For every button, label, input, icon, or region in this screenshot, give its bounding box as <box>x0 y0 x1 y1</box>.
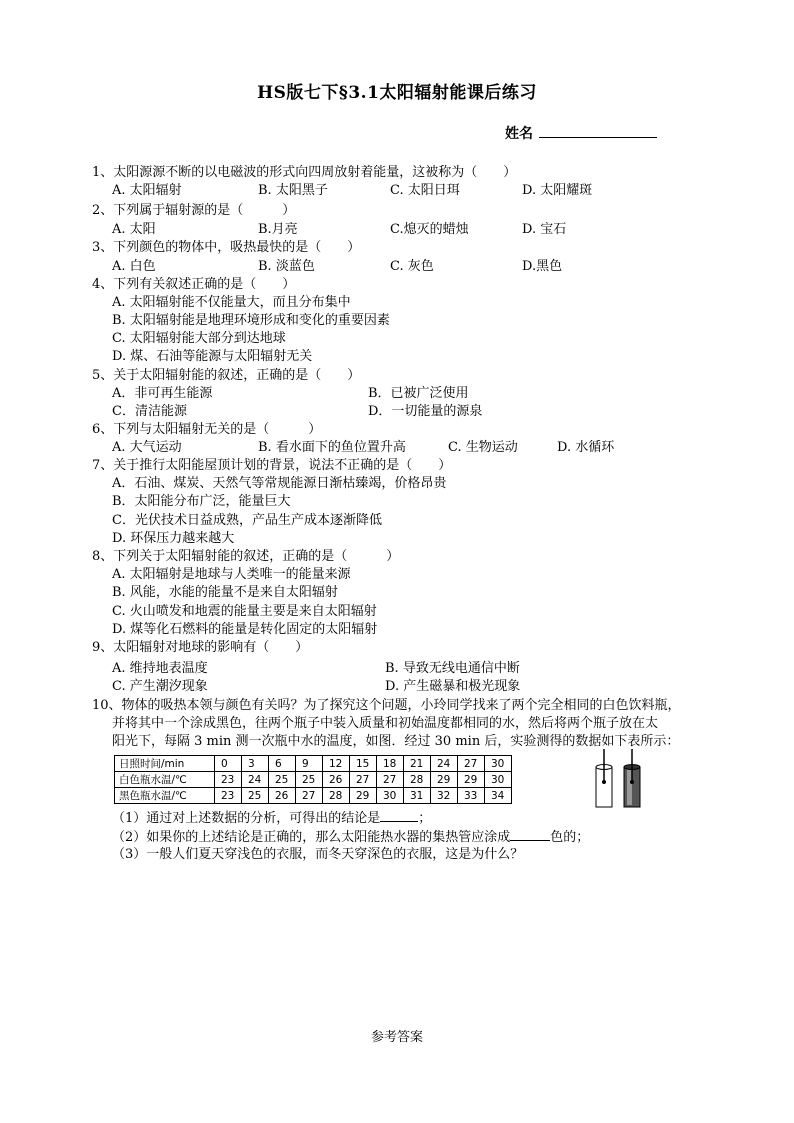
table-row <box>115 788 512 804</box>
table-cell: 30 <box>485 756 512 772</box>
table-cell: 26 <box>269 788 296 804</box>
table-cell: 12 <box>323 756 350 772</box>
question-10-stem-line-2: 并将其中一个涂成黑色，往两个瓶子中装入质量和初始温度都相同的水，然后将两个瓶子放在太 <box>112 716 659 731</box>
question-7-option-d: D. 环保压力越来越大 <box>112 531 235 546</box>
question-7-option-a: A．石油、煤炭、天然气等常规能源日渐枯臻竭，价格昂贵 <box>112 476 447 491</box>
question-10-sub-3: （3）一般人们夏天穿浅色的衣服，而冬天穿深色的衣服，这是为什么？ <box>112 847 524 862</box>
question-3-option-b: B. 淡蓝色 <box>258 259 315 274</box>
table-cell: 25 <box>269 772 296 788</box>
question-9-option-d: D. 产生磁暴和极光现象 <box>385 679 521 694</box>
question-9-stem: 9、太阳辐射对地球的影响有（ ） <box>92 640 309 655</box>
table-cell: 23 <box>215 788 242 804</box>
question-10-stem-line-3: 阳光下，每隔 3 min 测一次瓶中水的温度，如图．经过 30 min 后，实验测得的数据如下表所示： <box>112 734 680 749</box>
question-10-sub-1-end: ； <box>418 811 432 826</box>
table-cell: 28 <box>404 772 431 788</box>
question-2-option-c: C.熄灭的蜡烛 <box>390 222 469 237</box>
question-3-stem: 3、下列颜色的物体中，吸热最快的是（ ） <box>92 240 361 255</box>
question-10-sub-1 <box>112 809 431 827</box>
table-cell: 21 <box>404 756 431 772</box>
question-9-option-a: A. 维持地表温度 <box>112 661 208 676</box>
question-7-option-c: C．光伏技术日益成熟，产品生产成本逐渐降低 <box>112 513 382 528</box>
table-cell: 9 <box>296 756 323 772</box>
table-cell: 18 <box>377 756 404 772</box>
question-8-stem: 8、下列关于太阳辐射能的叙述，正确的是（ ） <box>92 549 400 564</box>
table-cell: 27 <box>296 788 323 804</box>
table-cell: 29 <box>458 772 485 788</box>
question-8-option-b: B. 风能，水能的能量不是来自太阳辐射 <box>112 585 338 600</box>
question-10-stem-line-1: 10、物体的吸热本领与颜色有关吗？为了探究这个问题，小玲同学找来了两个完全相同的白色饮料瓶， <box>92 698 681 713</box>
question-10-sub-2 <box>112 828 589 846</box>
question-8-option-a: A. 太阳辐射是地球与人类唯一的能量来源 <box>112 567 351 582</box>
question-4-option-c: C. 太阳辐射能大部分到达地球 <box>112 331 286 346</box>
bottles-illustration <box>592 747 648 809</box>
table-cell: 23 <box>215 772 242 788</box>
table-cell: 33 <box>458 788 485 804</box>
question-2-option-d: D. 宝石 <box>522 222 567 237</box>
table-header-cell: 黑色瓶水温/℃ <box>115 788 215 804</box>
table-cell: 25 <box>242 788 269 804</box>
question-6-option-a: A. 大气运动 <box>112 440 182 455</box>
question-6-option-b: B. 看水面下的鱼位置升高 <box>258 440 406 455</box>
question-8-option-d: D. 煤等化石燃料的能量是转化固定的太阳辐射 <box>112 622 378 637</box>
table-cell: 26 <box>323 772 350 788</box>
question-10-sub-2-text: （2）如果你的上述结论是正确的，那么太阳能热水器的集热管应涂成 <box>112 830 511 845</box>
table-cell: 24 <box>431 756 458 772</box>
question-6-option-d: D. 水循环 <box>557 440 615 455</box>
question-5-option-a: A．非可再生能源 <box>112 386 213 401</box>
table-row <box>115 772 512 788</box>
question-2-stem: 2、下列属于辐射源的是（ ） <box>92 203 296 218</box>
table-cell: 28 <box>323 788 350 804</box>
question-9-option-c: C. 产生潮汐现象 <box>112 679 208 694</box>
question-3-option-a: A. 白色 <box>112 259 156 274</box>
answer-key-heading: 参考答案 <box>370 1030 423 1045</box>
question-6-stem: 6、下列与太阳辐射无关的是（ ） <box>92 422 322 437</box>
question-10-sub-1-text: （1）通过对上述数据的分析，可得出的结论是 <box>112 811 381 826</box>
table-cell: 32 <box>431 788 458 804</box>
question-1-stem: 1、太阳源源不断的以电磁波的形式向四周放射着能量，这被称为（ ） <box>92 165 517 180</box>
table-cell: 0 <box>215 756 242 772</box>
question-7-option-b: B．太阳能分布广泛，能量巨大 <box>112 494 291 509</box>
table-row <box>115 756 512 772</box>
name-blank[interactable] <box>539 124 657 138</box>
black-bottle-icon <box>624 749 640 807</box>
question-3-option-d: D.黑色 <box>522 259 563 274</box>
table-cell: 3 <box>242 756 269 772</box>
question-4-option-d: D. 煤、石油等能源与太阳辐射无关 <box>112 349 313 364</box>
table-cell: 30 <box>377 788 404 804</box>
question-4-option-a: A. 太阳辐射能不仅能量大，而且分布集中 <box>112 295 351 310</box>
question-4-stem: 4、下列有关叙述正确的是（ ） <box>92 277 296 292</box>
table-cell: 27 <box>377 772 404 788</box>
name-field <box>505 123 657 143</box>
table-cell: 29 <box>350 788 377 804</box>
table-cell: 27 <box>350 772 377 788</box>
question-1-option-b: B. 太阳黑子 <box>258 183 328 198</box>
table-cell: 34 <box>485 788 512 804</box>
table-cell: 30 <box>485 772 512 788</box>
table-cell: 6 <box>269 756 296 772</box>
table-cell: 25 <box>296 772 323 788</box>
table-cell: 31 <box>404 788 431 804</box>
table-header-cell: 白色瓶水温/℃ <box>115 772 215 788</box>
table-cell: 29 <box>431 772 458 788</box>
question-6-option-c: C. 生物运动 <box>448 440 518 455</box>
question-3-option-c: C. 灰色 <box>390 259 434 274</box>
temperature-data-table <box>114 755 512 804</box>
question-5-option-c: C．清洁能源 <box>112 404 187 419</box>
question-1-option-a: A. 太阳辐射 <box>112 183 182 198</box>
question-8-option-c: C. 火山喷发和地震的能量主要是来自太阳辐射 <box>112 604 377 619</box>
table-cell: 15 <box>350 756 377 772</box>
answer-blank-2[interactable] <box>510 828 550 841</box>
white-bottle-icon <box>596 749 612 807</box>
question-7-stem: 7、关于推行太阳能屋顶计划的背景，说法不正确的是（ ） <box>92 458 452 473</box>
name-label: 姓名 <box>505 126 533 142</box>
table-cell: 27 <box>458 756 485 772</box>
question-5-option-d: D．一切能量的源泉 <box>368 404 483 419</box>
question-5-stem: 5、关于太阳辐射能的叙述，正确的是（ ） <box>92 368 361 383</box>
question-2-option-b: B.月亮 <box>258 222 298 237</box>
question-9-option-b: B. 导致无线电通信中断 <box>385 661 520 676</box>
question-1-option-c: C. 太阳日珥 <box>390 183 460 198</box>
table-cell: 24 <box>242 772 269 788</box>
table-header-cell: 日照时间/min <box>115 756 215 772</box>
question-5-option-b: B．已被广泛使用 <box>368 386 469 401</box>
question-1-option-d: D. 太阳耀斑 <box>522 183 593 198</box>
question-2-option-a: A. 太阳 <box>112 222 156 237</box>
question-10-sub-2-end: 色的； <box>550 830 590 845</box>
worksheet-title: HS版七下§3.1太阳辐射能课后练习 <box>257 83 537 103</box>
answer-blank-1[interactable] <box>380 809 418 822</box>
question-4-option-b: B. 太阳辐射能是地理环境形成和变化的重要因素 <box>112 313 390 328</box>
